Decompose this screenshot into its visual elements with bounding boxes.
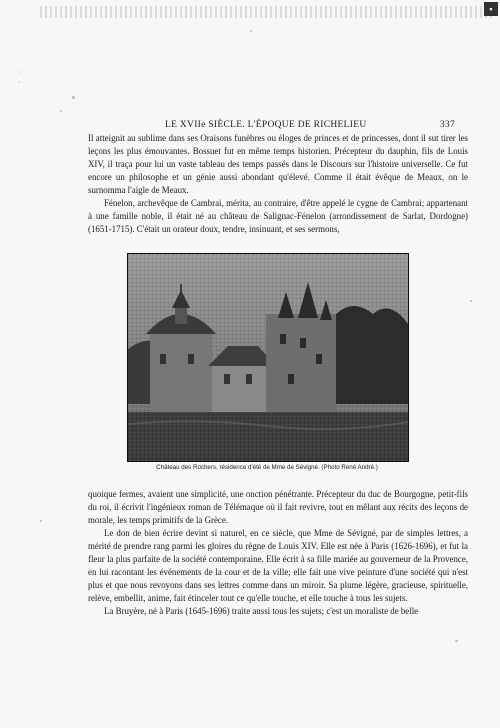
body-text-bottom <box>88 488 468 618</box>
paragraph: quoique fermes, avaient une simplicité, une onction pénétrante. Précepteur du duc de Bourgogne, petit-fils du roi, il écrivit l'ingénieux roman de Télémaque où il fait revivre, tout en mêlant aux récits des leçons de morale, les temps primitifs de la Grèce. <box>88 489 468 525</box>
paragraph: Il atteignit au sublime dans ses Oraisons funèbres ou éloges de princes et de princesses, dont il sut tirer les leçons les plus émouvantes. Bossuet fut en même temps historien. Précepteur du dauphin, fils de Louis XIV, il traça pour lui un vaste tableau des temps passés dans le Discours sur l'histoire universelle. Ce fut encore un philosophe et un génie aussi abondant qu'élevé. Comme il était évêque de Meaux, on le surnomma l'aigle de Meaux. <box>88 133 468 195</box>
figure-caption: Château des Rochers, résidence d'été de Mme de Sévigné. (Photo René André.) <box>156 464 378 471</box>
scan-noise-strip <box>40 6 495 18</box>
scan-speck <box>470 300 472 302</box>
page-number: 337 <box>439 120 455 130</box>
paragraph: Fénelon, archevêque de Cambrai, mérita, au contraire, d'être appelé le cygne de Cambrai; appartenant à une famille noble, il était né au château de Salignac-Fénelon (arrondissement de Sarlat, Dordogne) (1651-1715). C'était un orateur doux, tendre, insinuant, et ses sermons, <box>88 198 468 234</box>
paragraph: La Bruyère, né à Paris (1645-1696) traite aussi tous les sujets; c'est un moraliste de belle <box>104 606 419 616</box>
scan-speck <box>455 640 458 642</box>
running-head <box>165 120 455 132</box>
chateau-photograph <box>127 253 409 462</box>
pencil-mark: · <box>18 68 20 77</box>
corner-marker-icon: ▪ <box>484 2 498 16</box>
running-head-title: LE XVIIe SIÈCLE. L'ÉPOQUE DE RICHELIEU <box>165 120 367 130</box>
margin-pencil-marks <box>18 68 20 88</box>
scan-speck <box>72 96 75 99</box>
scan-speck <box>250 30 252 32</box>
scan-speck <box>40 520 42 522</box>
paragraph: Le don de bien écrire devint si naturel, en ce siècle, que Mme de Sévigné, par de simples lettres, a mérité de prendre rang parmi les gloires du règne de Louis XIV. Elle est née à Paris (1626-1696), et fut la fleur la plus parfaite de la société contemporaine. Elle écrit à sa fille mariée au gouverneur de la Provence, en lui racontant les événements de la cour et de la ville; elle fait une vive peinture d'une société qui n'est plus et que nous revoyons dans ses lettres comme dans un miroir. Sa plume légère, gracieuse, spirituelle, relève, embellit, anime, fait étinceler tout ce qu'elle touche, et elle touche à tous les sujets. <box>88 528 468 603</box>
body-text-top <box>88 132 468 236</box>
pencil-mark: · <box>18 78 20 87</box>
scan-speck <box>60 110 62 112</box>
